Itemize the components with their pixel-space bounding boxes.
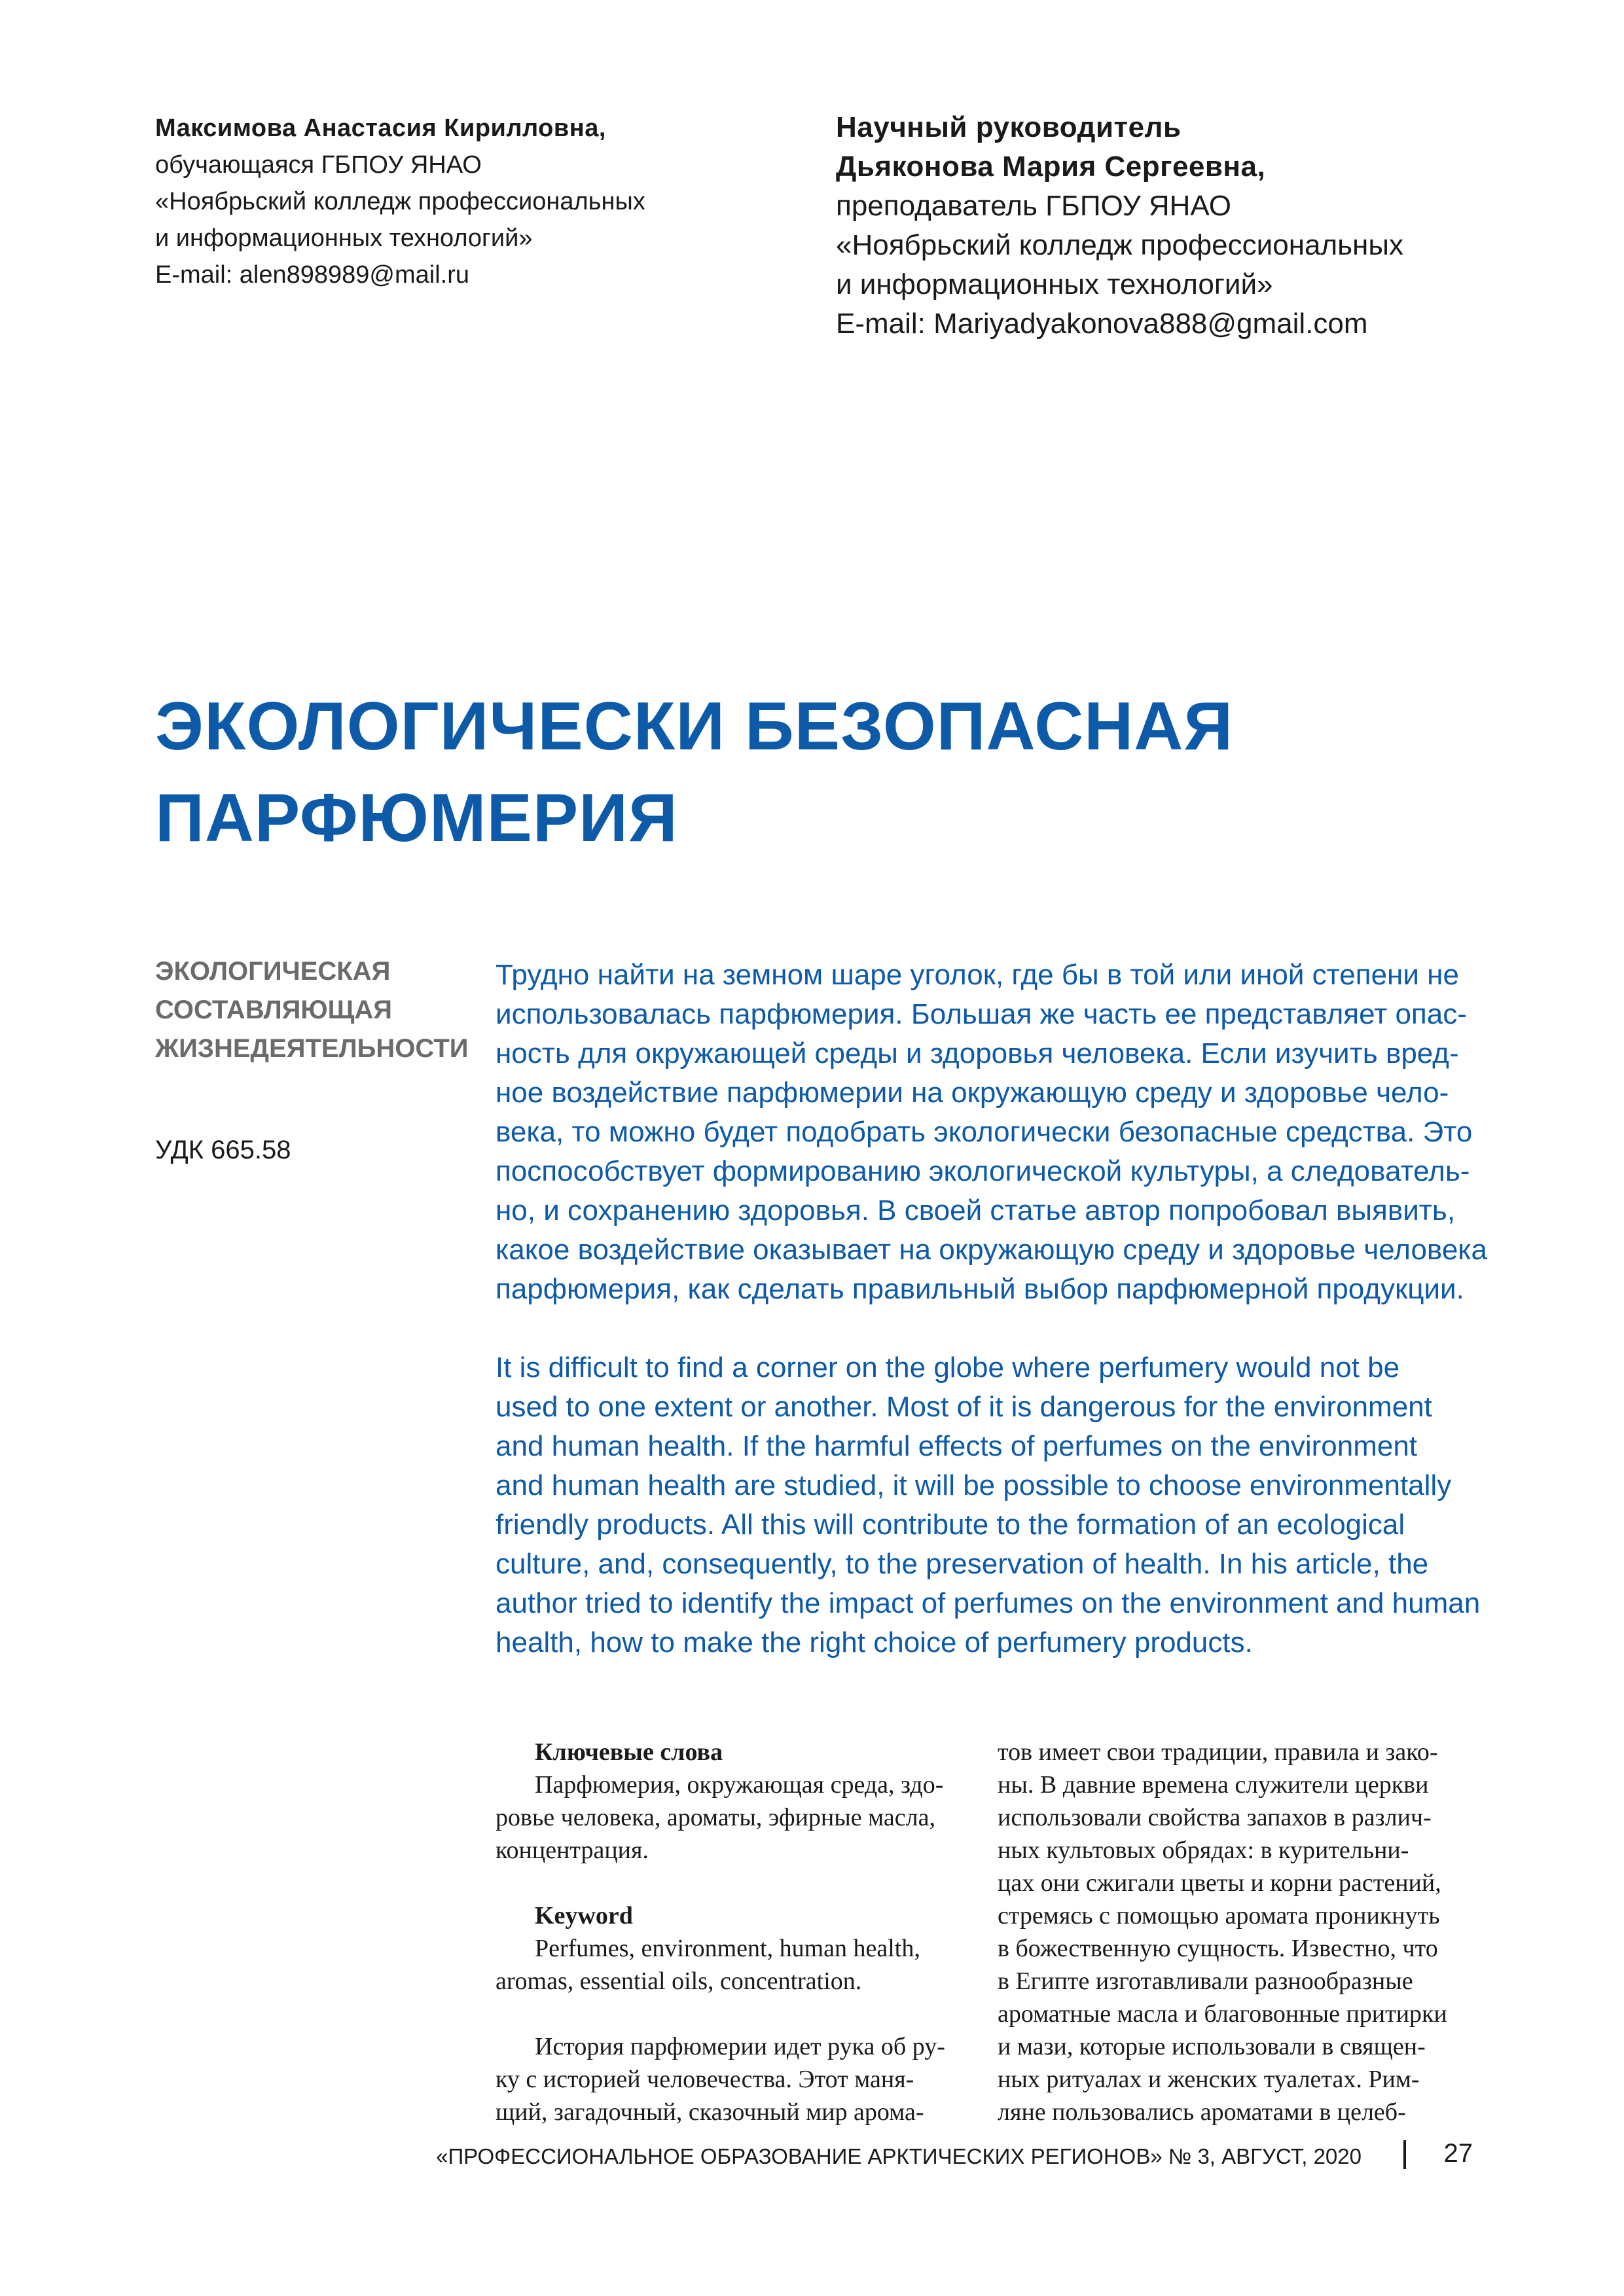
supervisor-affiliation-line: и информационных технологий» — [836, 268, 1273, 300]
keywords-ru-line: Парфюмерия, окружающая среда, здо- — [535, 1771, 944, 1799]
abstract-line: used to one extent or another. Most of it is dangerous for the environment — [496, 1391, 1432, 1423]
abstract-line: использовалась парфюмерия. Большая же часть ее представляет опас- — [496, 998, 1467, 1030]
keywords-en-heading: Keyword — [535, 1902, 633, 1929]
body-line: ных ритуалах и женских туалетах. Рим- — [998, 2066, 1420, 2093]
keywords-en-line: aromas, essential oils, concentration. — [496, 1967, 862, 1995]
page-footer — [436, 2139, 1479, 2178]
abstract-line: author tried to identify the impact of perfumes on the environment and human — [496, 1587, 1481, 1619]
footer-divider — [1403, 2140, 1406, 2169]
article-title-line: ЭКОЛОГИЧЕСКИ БЕЗОПАСНАЯ — [155, 689, 1234, 764]
article-title-line: ПАРФЮМЕРИЯ — [155, 780, 678, 856]
abstract-line: но, и сохранению здоровья. В своей статье автор попробовал выявить, — [496, 1194, 1456, 1227]
article-title — [155, 681, 1530, 864]
supervisor-role: Научный руководитель — [836, 111, 1182, 143]
rubric-line: СОСТАВЛЯЮЩАЯ — [155, 996, 393, 1024]
body-column-left — [496, 1736, 973, 2128]
body-column-right — [998, 1736, 1482, 2128]
abstract-line: ность для окружающей среды и здоровья человека. Если изучить вред- — [496, 1037, 1459, 1069]
body-line: щий, загадочный, сказочный мир арома- — [496, 2098, 924, 2126]
abstract-line: века, то можно будет подобрать экологически безопасные средства. Это — [496, 1116, 1473, 1148]
student-affiliation-line: и информационных технологий» — [155, 224, 533, 252]
supervisor-email[interactable]: E-mail: Mariyadyakonova888@gmail.com — [836, 308, 1368, 340]
abstract-line: friendly products. All this will contribute to the formation of an ecological — [496, 1509, 1405, 1541]
body-line: в Египте изготавливали разнообразные — [998, 1967, 1413, 1995]
body-line: ку с историей человечества. Этот маня- — [496, 2066, 914, 2093]
abstract-line: Трудно найти на земном шаре уголок, где бы в той или иной степени не — [496, 959, 1459, 991]
journal-name: «ПРОФЕССИОНАЛЬНОЕ ОБРАЗОВАНИЕ АРКТИЧЕСКИХ РЕГИОНОВ» № 3, АВГУСТ, 2020 — [436, 2144, 1362, 2168]
supervisor-name: Дьяконова Мария Сергеевна, — [836, 151, 1266, 183]
abstract-line: and human health. If the harmful effects of perfumes on the environment — [496, 1430, 1418, 1462]
body-line: ляне пользовались ароматами в целеб- — [998, 2098, 1406, 2126]
supervisor-author-block — [836, 108, 1490, 344]
abstract-line: health, how to make the right choice of perfumery products. — [496, 1626, 1253, 1659]
body-line: цах они сжигали цветы и корни растений, — [998, 1869, 1441, 1897]
body-line: ных культовых обрядах: в курительни- — [998, 1837, 1409, 1864]
keywords-ru-line: концентрация. — [496, 1837, 649, 1864]
student-author-name: Максимова Анастасия Кирилловна, — [155, 115, 606, 142]
abstract-line: поспособствует формированию экологической культуры, а следователь- — [496, 1155, 1470, 1187]
abstract-english — [496, 1348, 1490, 1662]
rubric-line: ЖИЗНЕДЕЯТЕЛЬНОСТИ — [155, 1034, 469, 1063]
keywords-ru-heading: Ключевые слова — [535, 1738, 723, 1766]
body-line: История парфюмерии идет рука об ру- — [535, 2033, 945, 2060]
keywords-ru-line: ровье человека, ароматы, эфирные масла, — [496, 1804, 935, 1831]
abstract-line: какое воздействие оказывает на окружающую среду и здоровье человека — [496, 1234, 1487, 1266]
rubric-line: ЭКОЛОГИЧЕСКАЯ — [155, 957, 391, 986]
abstract-russian — [496, 956, 1490, 1309]
keywords-en-line: Perfumes, environment, human health, — [535, 1935, 920, 1962]
student-email[interactable]: E-mail: alen898989@mail.ru — [155, 261, 470, 289]
body-line: тов имеет свои традиции, правила и зако- — [998, 1738, 1438, 1766]
supervisor-affiliation-line: «Ноябрьский колледж профессиональных — [836, 229, 1403, 261]
supervisor-affiliation-line: преподаватель ГБПОУ ЯНАО — [836, 190, 1232, 222]
student-affiliation-line: обучающаяся ГБПОУ ЯНАО — [155, 151, 482, 179]
spacer — [496, 1867, 973, 1899]
abstract-line: and human health are studied, it will be possible to choose environmentally — [496, 1469, 1452, 1501]
body-line: ны. В давние времена служители церкви — [998, 1771, 1429, 1799]
body-line: использовали свойства запахов в различ- — [998, 1804, 1432, 1831]
section-rubric — [155, 952, 496, 1068]
body-line: ароматные масла и благовонные притирки — [998, 2000, 1447, 2028]
abstract-line: парфюмерия, как сделать правильный выбор парфюмерной продукции. — [496, 1273, 1464, 1305]
abstract-line: ное воздействие парфюмерии на окружающую среду и здоровье чело- — [496, 1077, 1449, 1109]
student-affiliation-line: «Ноябрьский колледж профессиональных — [155, 188, 645, 215]
body-line: и мази, которые использовали в священ- — [998, 2033, 1426, 2060]
page-number: 27 — [1443, 2139, 1473, 2168]
abstract-line: culture, and, consequently, to the preservation of health. In his article, the — [496, 1548, 1429, 1580]
body-line: стремясь с помощью аромата проникнуть — [998, 1902, 1440, 1929]
student-author-block — [155, 110, 744, 293]
body-line: в божественную сущность. Известно, что — [998, 1935, 1438, 1962]
abstract-line: It is difficult to find a corner on the globe where perfumery would not be — [496, 1352, 1400, 1384]
udc-code: УДК 665.58 — [155, 1136, 291, 1164]
spacer — [496, 1998, 973, 2030]
